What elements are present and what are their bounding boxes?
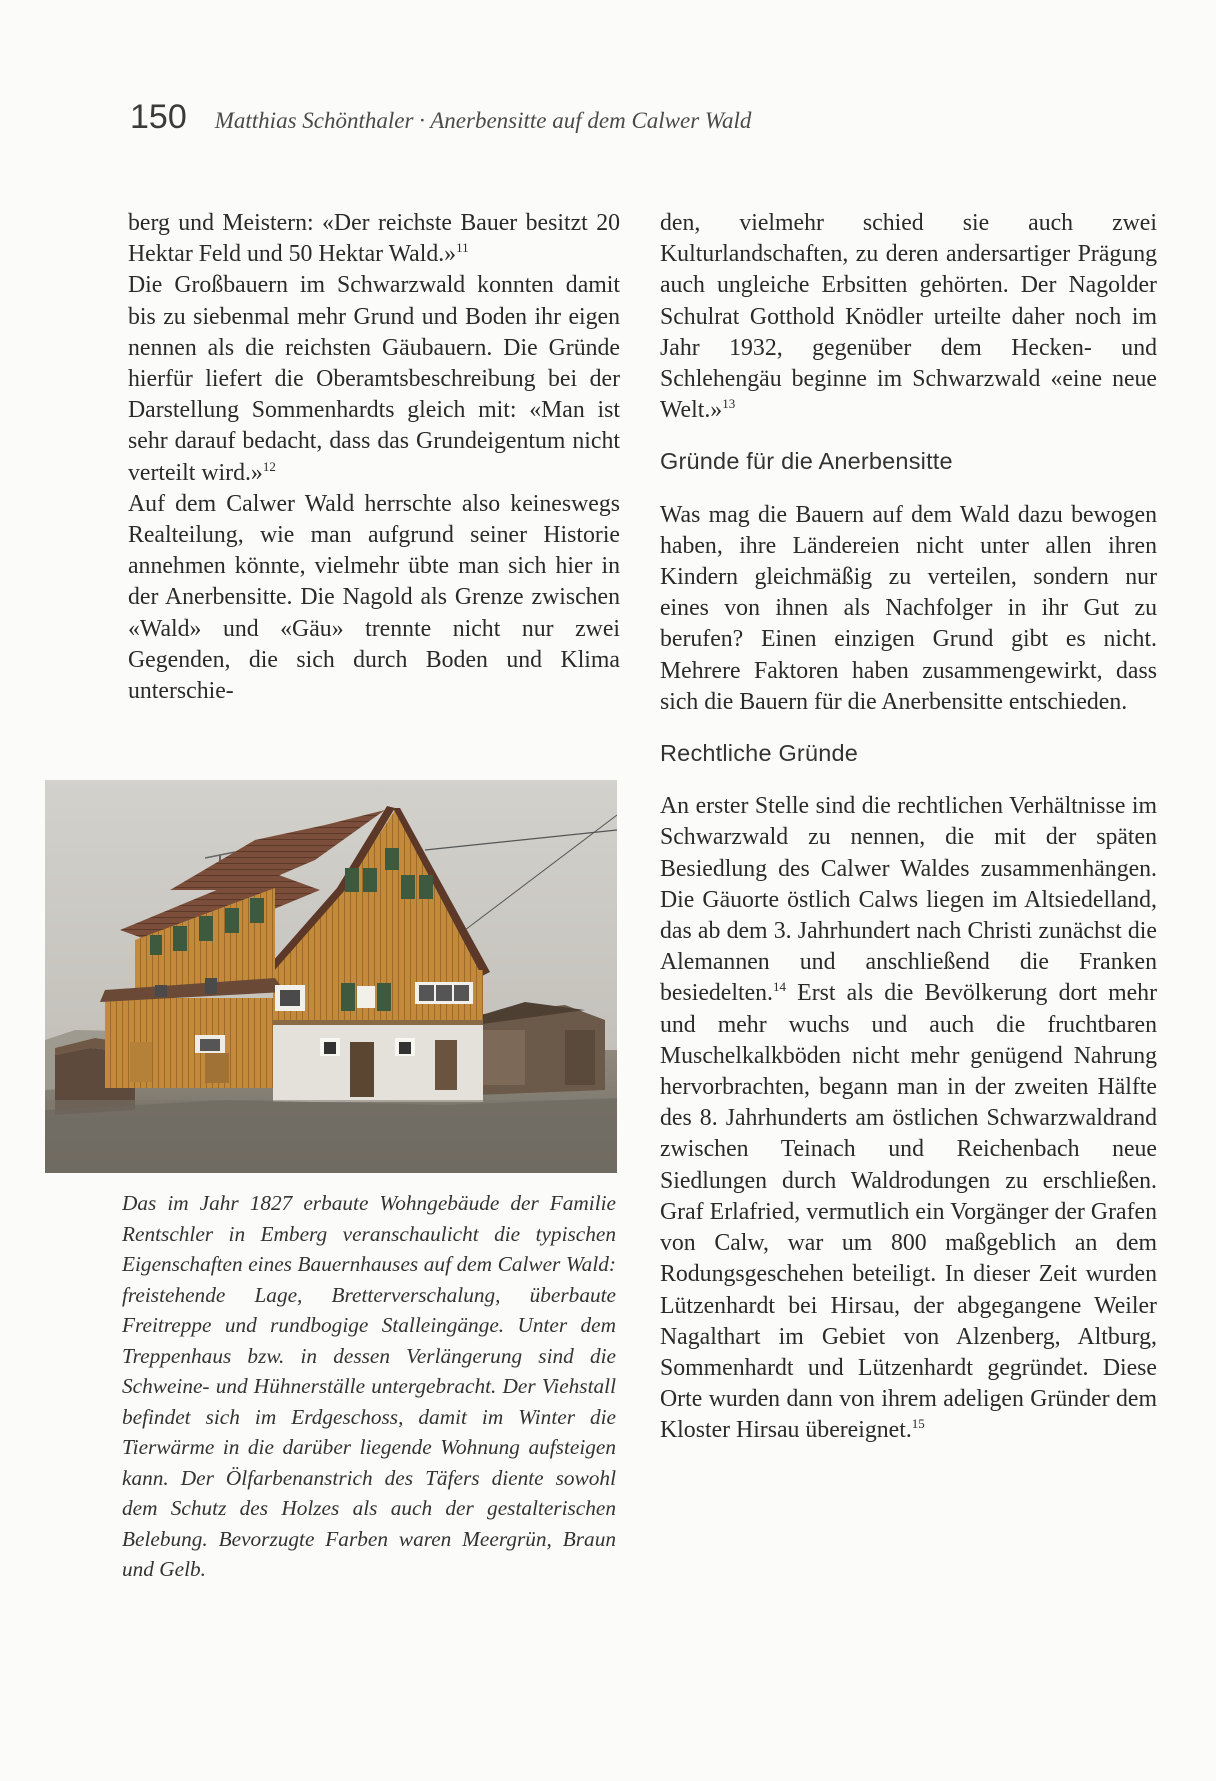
paragraph [128,270,620,488]
footnote-ref: 12 [262,458,276,474]
paragraph-text: den, vielmehr schied sie auch zwei Kulturlandschaften, zu deren andersartiger Prägung auch ungleiche Erbsitten gehörten. Der Nagolder Schulrat Gotthold Knödler urteilte daher noch im Jahr 1932, gegenüber dem Hecken- und Schlehengäu beginne im Schwarzwald «eine neue Welt.» [660,210,1157,424]
section-heading: Gründe für die Anerbensitte [660,448,953,475]
right-column [660,208,1157,1447]
paragraph [660,791,1157,1446]
figure-caption [122,1188,616,1585]
page-number: 150 [130,98,187,136]
paragraph [660,208,1157,426]
footnote-ref: 13 [722,396,736,412]
running-head [130,98,751,144]
paragraph: Auf dem Calwer Wald herrschte also keineswegs Realteilung, wie man aufgrund seiner Historie annehmen könnte, vielmehr übte man sich hier in der Anerbensitte. Die Nagold als Grenze zwischen «Wald» und «Gäu» trennte nicht nur zwei Gegenden, die sich durch Boden und Klima unterschie- [128,490,620,705]
footnote-ref: 11 [456,240,469,256]
footnote-ref: 15 [911,1416,925,1432]
paragraph [128,208,620,270]
caption-text: Das im Jahr 1827 erbaute Wohngebäude der Familie Rentschler in Emberg veranschaulicht die typischen Eigenschaften eines Bauernhauses auf dem Calwer Wald: freistehende Lage, Bretterverschalung, überbaute Freitreppe und rundbogige Stalleingänge. Unter dem Treppenhaus bzw. in dessen Verlängerung sind die Schweine- und Hühnerställe untergebracht. Der Viehstall befindet sich im Erdgeschoss, damit im Winter die Tierwärme in die darüber liegende Wohnung aufsteigen kann. Der Ölfarbenanstrich des Täfers diente sowohl dem Schutz des Holzes als auch der gestalterischen Belebung. Bevorzugte Farben waren Meergrün, Braun und Gelb. [122,1191,616,1581]
paragraph: Was mag die Bauern auf dem Wald dazu bewogen haben, ihre Ländereien nicht unter allen ihren Kindern gleichmäßig zu verteilen, sondern nur eines von ihnen als Nachfolger in ihr Gut zu berufen? Einen einzigen Grund gibt es nicht. Mehrere Faktoren haben zusammengewirkt, dass sich die Bauern für die Anerbensitte entschieden. [660,501,1157,715]
farmhouse-photo [45,780,617,1173]
paragraph-text: Erst als die Bevölkerung dort mehr und mehr wuchs und auch die fruchtbaren Muschelkalkböden nicht mehr genügend Nahrung hervorbrachten, begann man in der zweiten Hälfte des 8. Jahrhunderts am östlichen Schwarzwaldrand zwischen Teinach und Reichenbach neue Siedlungen durch Waldrodungen zu erschließen. Graf Erlafried, vermutlich ein Vorgänger der Grafen von Calw, war um 800 maßgeblich an dem Rodungsgeschehen beteiligt. In dieser Zeit wurden Lützenhardt bei Hirsau, der abgegangene Weiler Nagalthart im Gebiet von Alzenberg, Altburg, Sommenhardt und Lützenhardt gegründet. Diese Orte wurden dann von ihrem adeligen Gründer dem Kloster Hirsau übereignet. [660,980,1157,1444]
paragraph-text: An erster Stelle sind die rechtlichen Verhältnisse im Schwarzwald zu nennen, die mit der späten Besiedlung des Calwer Waldes zusammenhängen. Die Gäuorte östlich Calws liegen im Altsiedelland, das ab dem 3. Jahrhundert nach Christi zunächst die Alemannen und anschließend die Franken besiedelten. [660,793,1157,1007]
paragraph-text: Die Großbauern im Schwarzwald konnten damit bis zu siebenmal mehr Grund und Boden ihr eigen nennen als die reichsten Gäubauern. Die Gründe hierfür liefert die Oberamtsbeschreibung bei der Darstellung Sommenhardts gleich mit: «Man ist sehr darauf bedacht, dass das Grundeigentum nicht verteilt wird.» [128,272,620,486]
footnote-ref: 14 [773,979,786,995]
running-title: Matthias Schönthaler · Anerbensitte auf dem Calwer Wald [214,108,752,133]
section-heading: Rechtliche Gründe [660,740,859,767]
paragraph-text: berg und Meistern: «Der reichste Bauer besitzt 20 Hektar Feld und 50 Hektar Wald.» [128,210,620,268]
left-column [128,208,620,707]
